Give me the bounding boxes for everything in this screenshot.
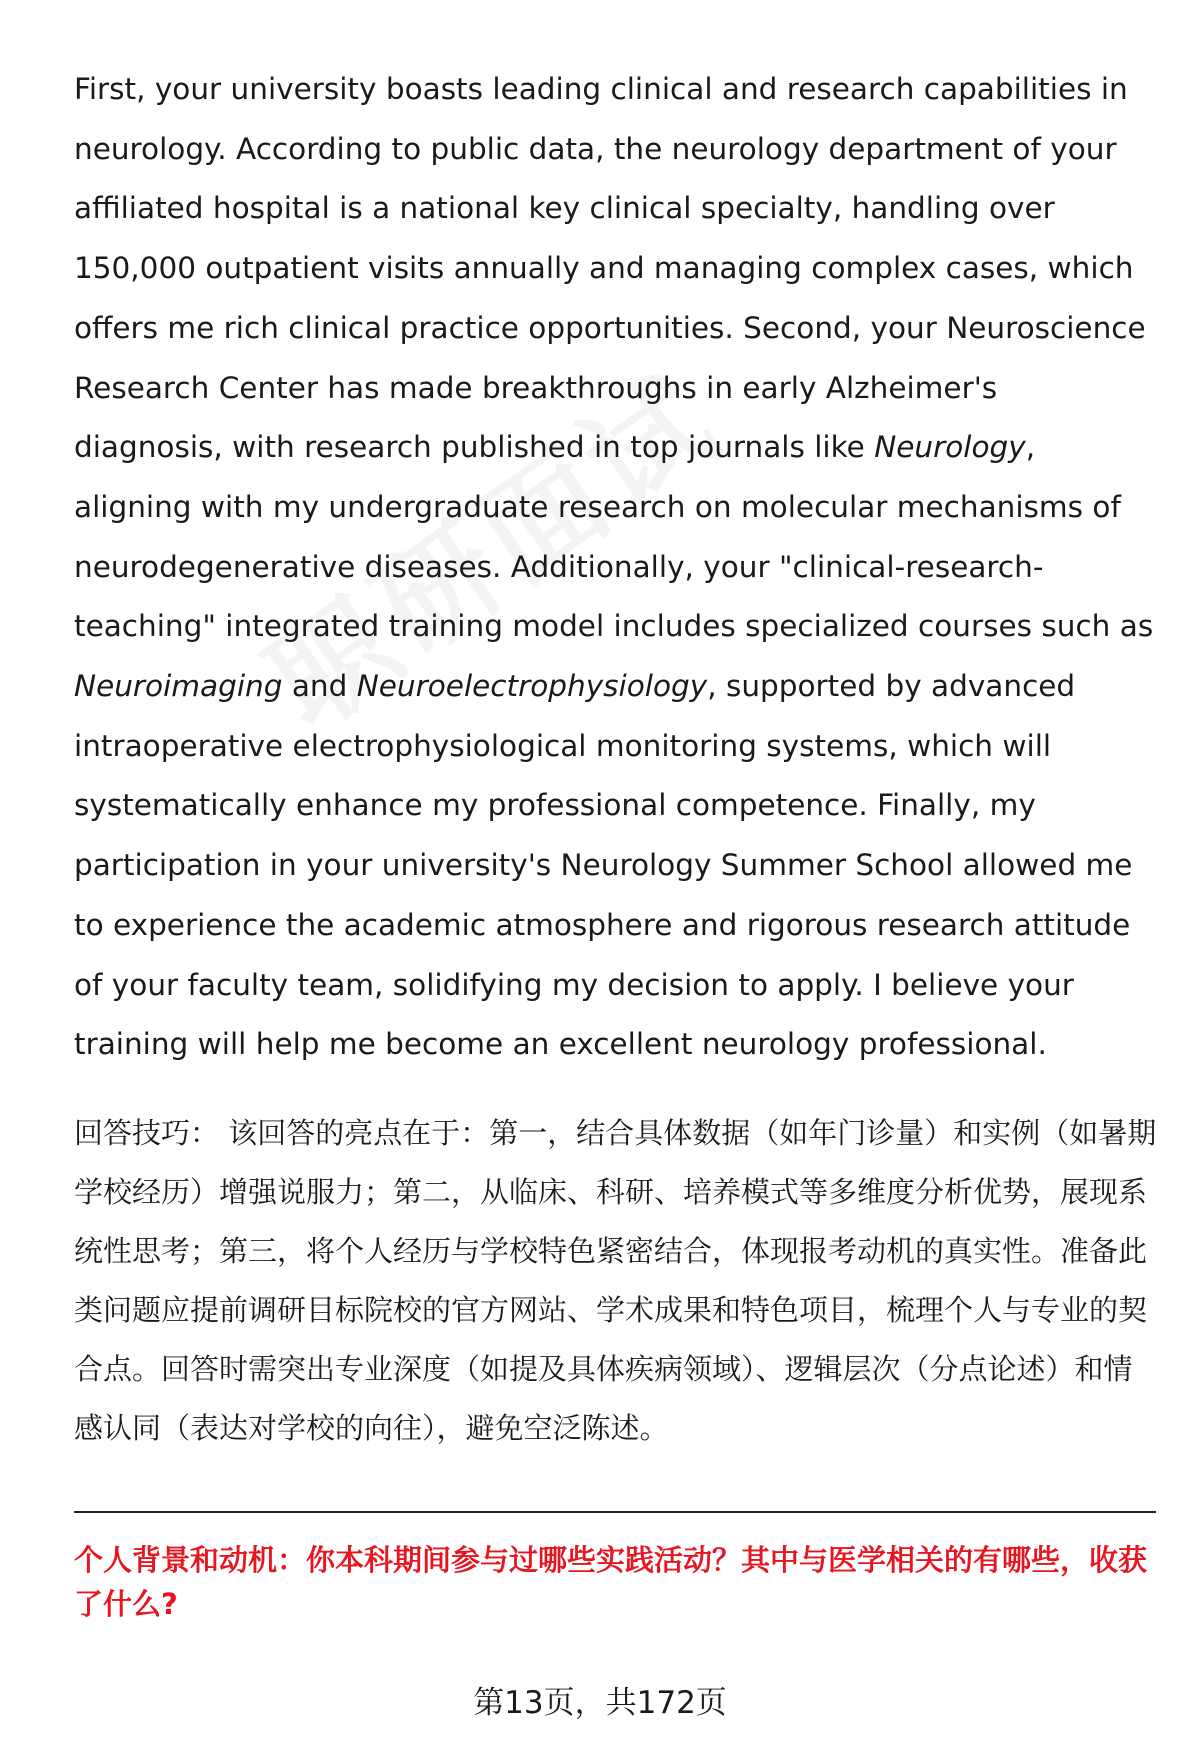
answer-paragraph xyxy=(74,60,1154,1075)
tips-label: 回答技巧： xyxy=(74,1116,220,1150)
course-name-1: Neuroimaging xyxy=(74,669,283,704)
answer-text-2: , aligning with my undergraduate research on molecular mechanisms of neurodegenerative diseases. Additionally, your "clinical-research-teaching" integrated training model includes specialized courses such as xyxy=(74,430,1154,644)
answer-text-4: , supported by advanced intraoperative electrophysiological monitoring systems, which will systematically enhance my professional competence. Finally, my participation in your university's Neurology Summer School allowed me to experience the academic atmosphere and rigorous research attitude of your faculty team, solidifying my decision to apply. I believe your training will help me become an excellent neurology professional. xyxy=(74,669,1133,1062)
answer-tips xyxy=(74,1104,1160,1458)
section-divider xyxy=(74,1511,1156,1513)
page-number: 第13页，共172页 xyxy=(473,1685,727,1721)
answer-text-1: First, your university boasts leading clinical and research capabilities in neurology. According to public data, the neurology department of your affiliated hospital is a national key clinical specialty, handling over 150,000 outpatient visits annually and managing complex cases, which offers me rich clinical practice opportunities. Second, your Neuroscience Research Center has made breakthroughs in early Alzheimer's diagnosis, with research published in top journals like xyxy=(74,72,1146,465)
next-question: 个人背景和动机：你本科期间参与过哪些实践活动？其中与医学相关的有哪些，收获了什么? xyxy=(74,1543,1148,1621)
course-name-2: Neuroelectrophysiology xyxy=(356,669,708,704)
tips-text: 该回答的亮点在于：第一，结合具体数据（如年门诊量）和实例（如暑期学校经历）增强说服力；第二，从临床、科研、培养模式等多维度分析优势，展现系统性思考；第三，将个人经历与学校特色紧密结合，体现报考动机的真实性。准备此类问题应提前调研目标院校的官方网站、学术成果和特色项目，梳理个人与专业的契合点。回答时需突出专业深度（如提及具体疾病领域）、逻辑层次（分点论述）和情感认同（表达对学校的向往），避免空泛陈述。 xyxy=(74,1116,1157,1445)
journal-name: Neurology xyxy=(874,430,1026,465)
answer-text-3: and xyxy=(282,669,357,704)
